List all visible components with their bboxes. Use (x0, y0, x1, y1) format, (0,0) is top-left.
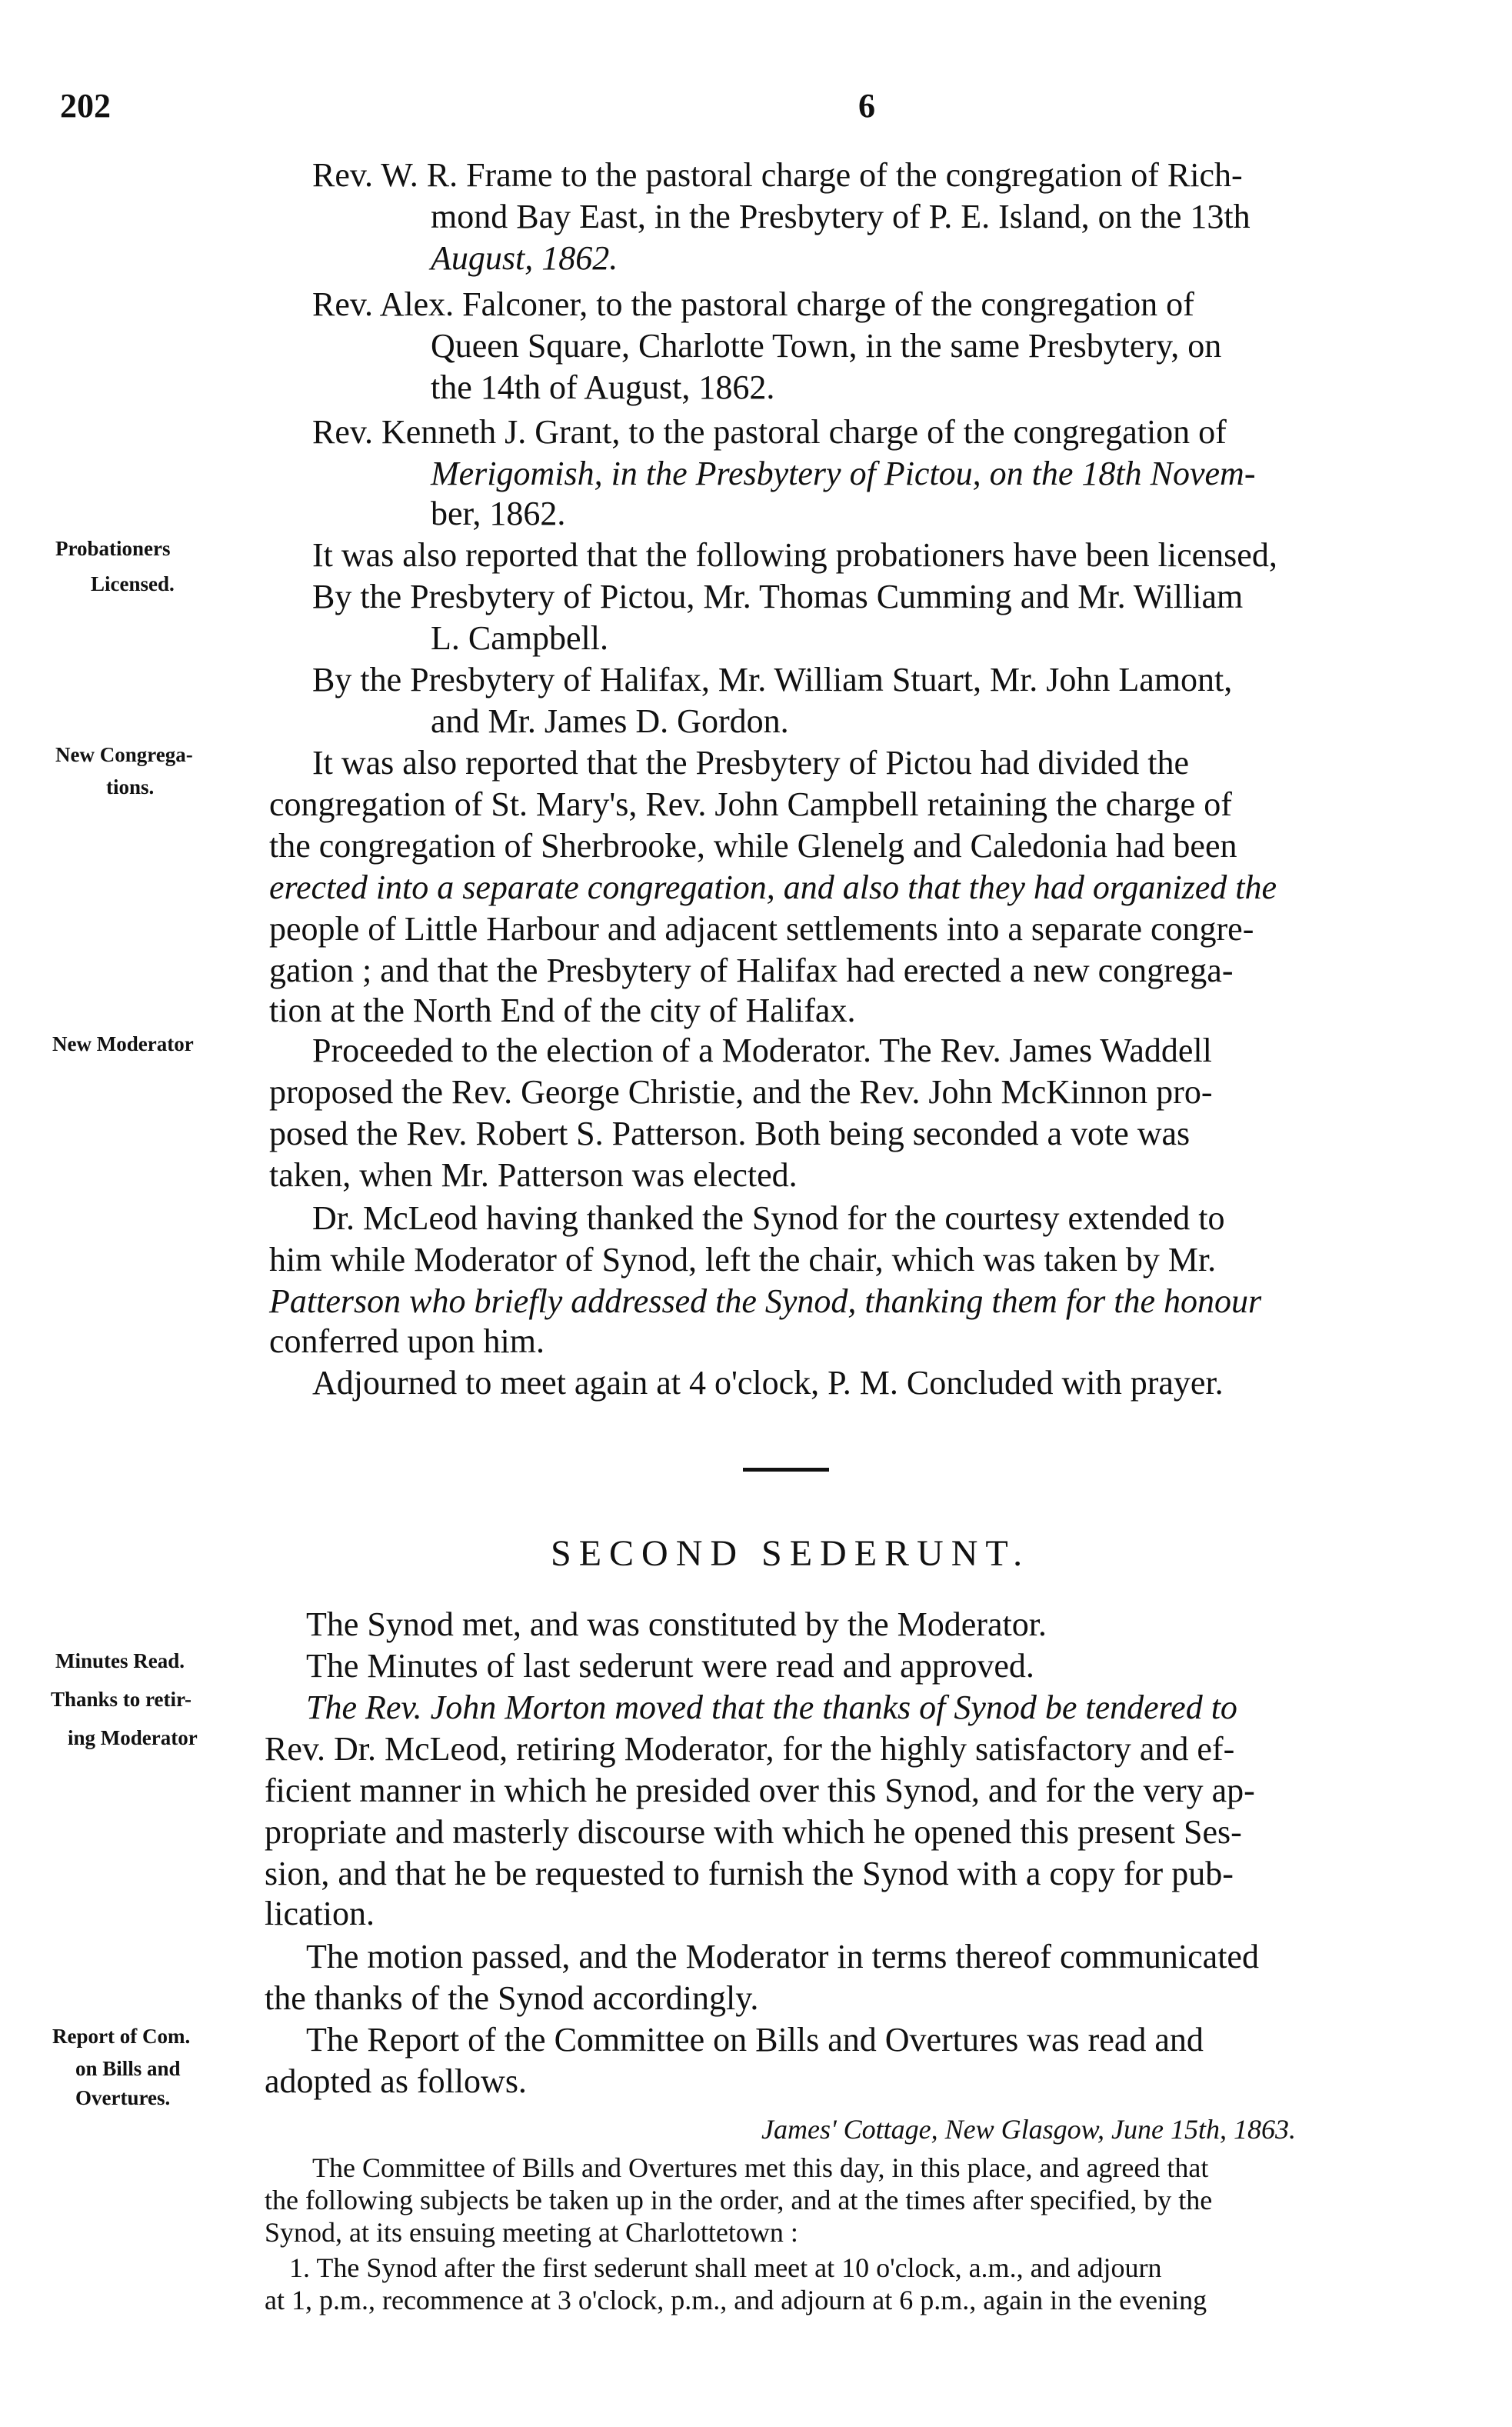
text-line: The Minutes of last sederunt were read and approved. (306, 1647, 1034, 1685)
text-line: Patterson who briefly addressed the Synod, thanking them for the honour (269, 1282, 1262, 1320)
text-line: him while Moderator of Synod, left the chair, which was taken by Mr. (269, 1241, 1217, 1279)
text-line: erected into a separate congregation, and also that they had organized the (269, 868, 1277, 906)
text-line: It was also reported that the following probationers have been licensed, (312, 536, 1277, 574)
section-divider (743, 1468, 829, 1472)
text-line: Proceeded to the election of a Moderator. The Rev. James Waddell (312, 1032, 1212, 1069)
text-line: By the Presbytery of Pictou, Mr. Thomas Cumming and Mr. William (312, 578, 1244, 615)
text-line: the 14th of August, 1862. (431, 368, 775, 406)
text-line: the congregation of Sherbrooke, while Glenelg and Caledonia had been (269, 827, 1237, 865)
margin-note-probationers-2: Licensed. (91, 572, 175, 595)
margin-note-report-1: Report of Com. (52, 2025, 191, 2048)
margin-note-thanks-1: Thanks to retir- (51, 1688, 192, 1711)
text-line: mond Bay East, in the Presbytery of P. E. Island, on the 13th (431, 198, 1251, 235)
margin-note-report-3: Overtures. (75, 2086, 171, 2109)
text-line: It was also reported that the Presbytery of Pictou had divided the (312, 744, 1190, 782)
section-number: 6 (858, 87, 875, 125)
text-line: congregation of St. Mary's, Rev. John Campbell retaining the charge of (269, 785, 1232, 823)
report-line: Synod, at its ensuing meeting at Charlottetown : (265, 2217, 798, 2248)
text-line: people of Little Harbour and adjacent settlements into a separate congre- (269, 910, 1254, 948)
text-line: Dr. McLeod having thanked the Synod for the courtesy extended to (312, 1199, 1225, 1237)
text-line: sion, and that he be requested to furnish the Synod with a copy for pub- (265, 1855, 1234, 1892)
margin-note-report-2: on Bills and (75, 2057, 181, 2080)
text-line: taken, when Mr. Patterson was elected. (269, 1156, 798, 1194)
text-line: conferred upon him. (269, 1322, 545, 1360)
text-line: Merigomish, in the Presbytery of Pictou, on the 18th Novem- (431, 455, 1256, 492)
page-number: 202 (60, 87, 111, 125)
text-line: Rev. Kenneth J. Grant, to the pastoral charge of the congregation of (312, 413, 1227, 451)
report-line: 1. The Synod after the first sederunt shall meet at 10 o'clock, a.m., and adjourn (289, 2252, 1162, 2283)
text-line: gation ; and that the Presbytery of Halifax had erected a new congrega- (269, 952, 1234, 989)
text-line: Rev. Dr. McLeod, retiring Moderator, for the highly satisfactory and ef- (265, 1730, 1235, 1768)
text-line: and Mr. James D. Gordon. (431, 702, 789, 740)
text-line: The Report of the Committee on Bills and Overtures was read and (306, 2021, 1204, 2059)
margin-note-thanks-2: ing Moderator (68, 1726, 198, 1749)
text-line: The Rev. John Morton moved that the thanks of Synod be tendered to (306, 1689, 1237, 1726)
margin-note-new-congregations-2: tions. (106, 775, 155, 798)
report-line: the following subjects be taken up in the order, and at the times after specified, by the (265, 2185, 1213, 2215)
text-line: tion at the North End of the city of Halifax. (269, 992, 856, 1029)
text-line: propriate and masterly discourse with which he opened this present Ses- (265, 1813, 1242, 1851)
text-line: lication. (265, 1895, 375, 1932)
text-line: adopted as follows. (265, 2062, 527, 2100)
text-line: the thanks of the Synod accordingly. (265, 1979, 759, 2017)
margin-note-probationers-1: Probationers (55, 537, 171, 560)
text-line: proposed the Rev. George Christie, and the Rev. John McKinnon pro- (269, 1073, 1213, 1111)
section-heading: SECOND SEDERUNT. (551, 1533, 1031, 1574)
margin-note-new-moderator: New Moderator (52, 1032, 194, 1055)
margin-note-minutes-read: Minutes Read. (55, 1649, 185, 1672)
text-line: Adjourned to meet again at 4 o'clock, P. M. Concluded with prayer. (312, 1364, 1224, 1402)
text-line: Rev. W. R. Frame to the pastoral charge of the congregation of Rich- (312, 156, 1243, 194)
report-dateline: James' Cottage, New Glasgow, June 15th, 1863. (761, 2114, 1296, 2145)
text-line: The Synod met, and was constituted by the Moderator. (306, 1605, 1047, 1643)
text-line: August, 1862. (431, 239, 618, 277)
margin-note-new-congregations-1: New Congrega- (55, 743, 193, 766)
report-line: The Committee of Bills and Overtures met this day, in this place, and agreed that (312, 2152, 1209, 2183)
text-line: L. Campbell. (431, 619, 608, 657)
report-line: at 1, p.m., recommence at 3 o'clock, p.m., and adjourn at 6 p.m., again in the evening (265, 2285, 1207, 2315)
text-line: Queen Square, Charlotte Town, in the same Presbytery, on (431, 327, 1222, 365)
text-line: ber, 1862. (431, 495, 566, 532)
text-line: ficient manner in which he presided over this Synod, and for the very ap- (265, 1772, 1255, 1809)
text-line: Rev. Alex. Falconer, to the pastoral charge of the congregation of (312, 285, 1194, 323)
text-line: By the Presbytery of Halifax, Mr. William Stuart, Mr. John Lamont, (312, 661, 1233, 698)
text-line: The motion passed, and the Moderator in terms thereof communicated (306, 1938, 1259, 1975)
text-line: posed the Rev. Robert S. Patterson. Both being seconded a vote was (269, 1115, 1191, 1152)
